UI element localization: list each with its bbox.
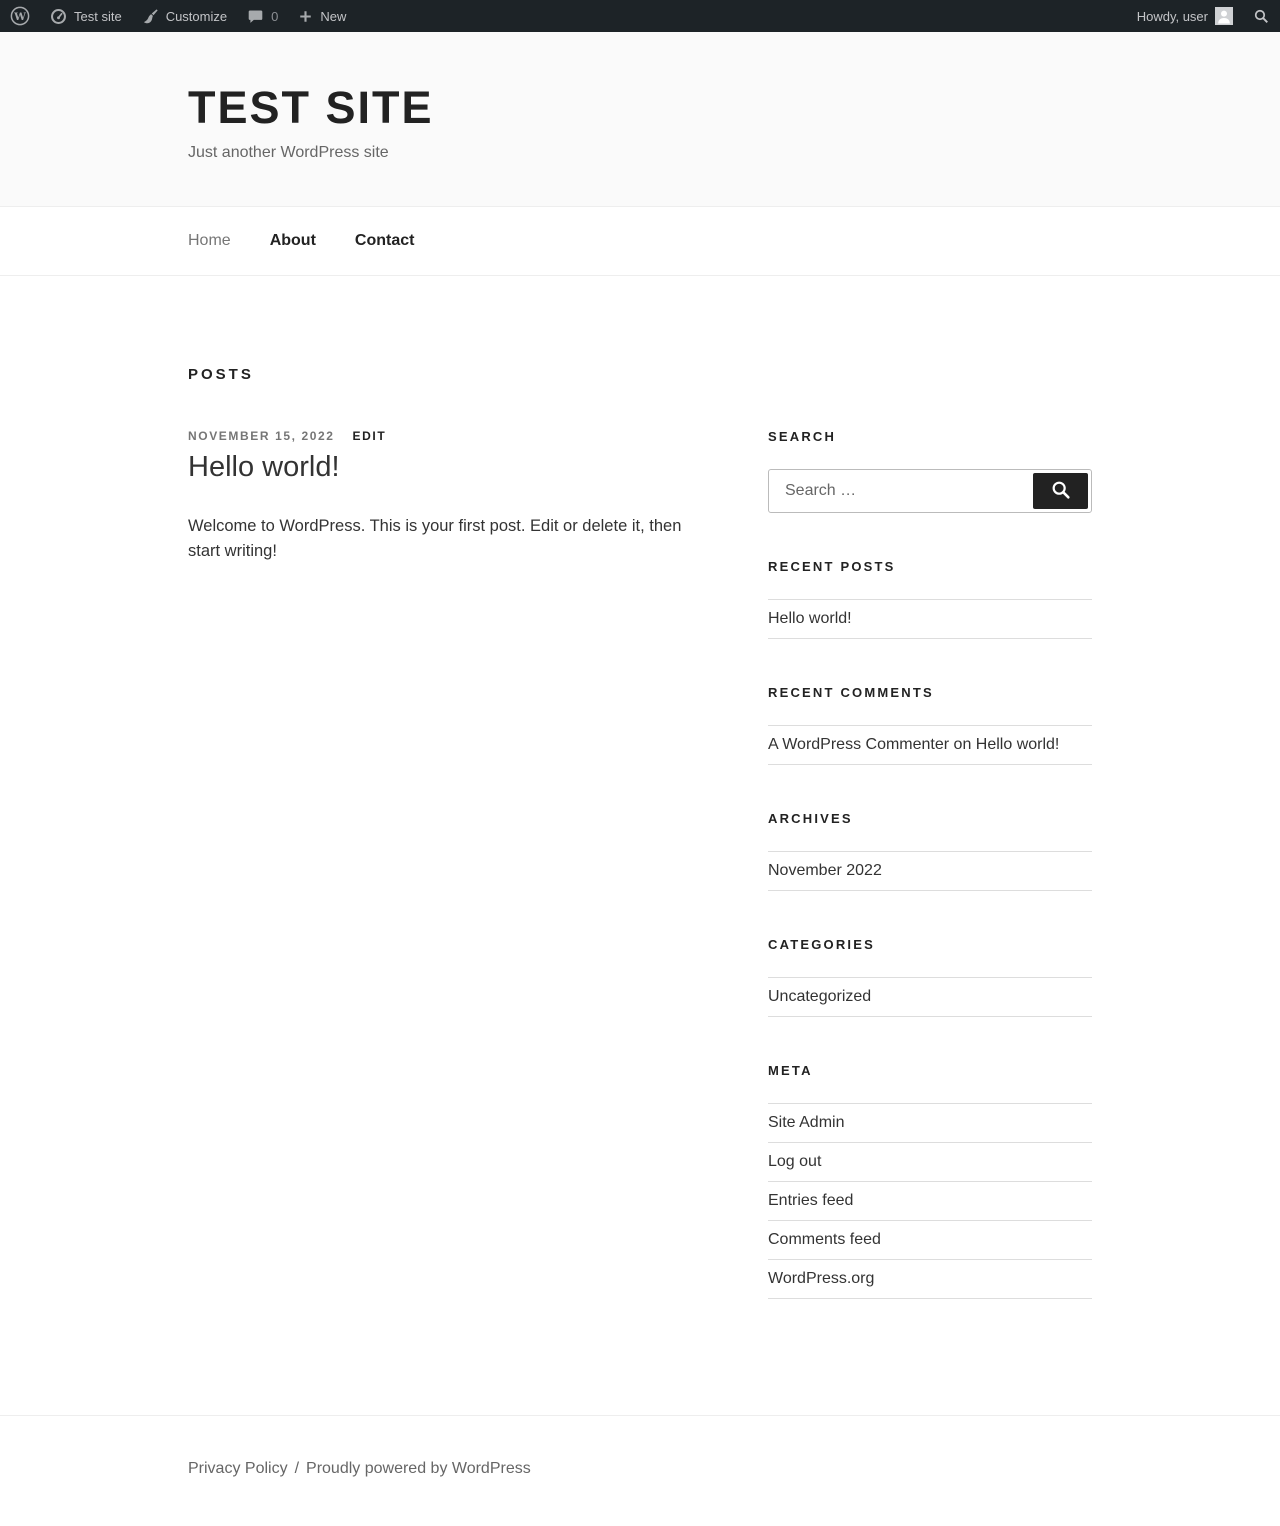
site-admin-link[interactable]: Site Admin [768,1114,845,1131]
nav-item-home[interactable]: Home [188,232,231,249]
footer-separator: / [294,1460,300,1477]
nav-item-contact[interactable]: Contact [354,232,415,249]
wordpress-logo-icon [10,6,30,26]
list-item [768,1143,1092,1182]
customize-label: Customize [165,8,228,24]
meta-heading: META [768,1063,813,1078]
search-form [768,469,1092,513]
entries-feed-link[interactable]: Entries feed [768,1192,854,1209]
list-item [768,726,1092,765]
search-widget-heading: SEARCH [768,429,837,444]
search-submit-button[interactable] [1033,473,1088,509]
site-name-label: Test site [74,8,122,24]
nav-item [270,232,316,250]
post-title-link[interactable]: Hello world! [188,451,340,483]
site-content [188,276,1092,1415]
sidebar [768,429,1092,1345]
new-content-menu[interactable] [288,0,356,32]
comment-bubble-icon [247,8,264,25]
recent-posts-widget [768,559,1092,639]
list-item [768,978,1092,1017]
wordpress-org-link[interactable]: WordPress.org [768,1270,875,1287]
comment-author-link[interactable]: A WordPress Commenter [768,736,950,753]
main-navigation [0,206,1280,276]
post-body: Welcome to WordPress. This is your first post. Edit or delete it, then start writing! [188,517,682,560]
page-title: POSTS [188,366,254,383]
admin-search-button[interactable] [1243,0,1280,32]
list-item [768,1182,1092,1221]
recent-comments-widget [768,685,1092,765]
comment-connector: on [949,736,976,753]
archives-heading: ARCHIVES [768,811,853,826]
primary-column [188,429,713,564]
post-date-link[interactable]: NOVEMBER 15, 2022 [188,429,335,443]
paintbrush-icon [142,8,159,25]
recent-comments-heading: RECENT COMMENTS [768,685,934,700]
search-icon [1050,479,1072,504]
customize-menu[interactable] [132,0,237,32]
list-item [768,852,1092,891]
wp-logo-menu[interactable] [0,0,40,32]
categories-widget [768,937,1092,1017]
list-item [768,1104,1092,1143]
site-tagline: Just another WordPress site [188,144,389,161]
comment-post-link[interactable]: Hello world! [975,736,1060,753]
search-input[interactable] [772,482,1033,500]
post-edit-link[interactable]: EDIT [352,429,387,443]
nav-item [188,232,231,250]
archives-widget [768,811,1092,891]
plus-icon [298,9,313,24]
howdy-label: Howdy, user [1136,8,1208,24]
site-footer [0,1415,1280,1526]
comments-feed-link[interactable]: Comments feed [768,1231,881,1248]
categories-heading: CATEGORIES [768,937,875,952]
comments-menu[interactable] [237,0,288,32]
admin-bar [0,0,1280,32]
category-link[interactable]: Uncategorized [768,988,872,1005]
comments-count: 0 [271,8,279,24]
powered-by-link[interactable]: Proudly powered by WordPress [306,1460,531,1477]
nav-item [355,232,415,250]
dashboard-gauge-icon [50,8,67,25]
list-item [768,1260,1092,1299]
my-account-menu[interactable] [1127,0,1243,32]
avatar [1215,7,1233,25]
admin-bar-right [1127,0,1280,32]
search-widget [768,429,1092,513]
site-title[interactable]: TEST SITE [188,82,434,133]
log-out-link[interactable]: Log out [768,1153,822,1170]
list-item [768,600,1092,639]
search-icon [1253,8,1270,25]
list-item [768,1221,1092,1260]
admin-bar-left [0,0,356,32]
post-article [188,429,713,564]
site-header [0,32,1280,206]
recent-posts-heading: RECENT POSTS [768,559,896,574]
archive-link[interactable]: November 2022 [768,862,882,879]
privacy-policy-link[interactable]: Privacy Policy [188,1460,288,1477]
svg-text:W: W [14,11,26,23]
recent-post-link[interactable]: Hello world! [768,610,852,627]
post-meta [188,429,713,443]
site-name-menu[interactable] [40,0,132,32]
nav-item-about[interactable]: About [269,232,316,249]
new-label: New [320,8,347,24]
meta-widget [768,1063,1092,1299]
